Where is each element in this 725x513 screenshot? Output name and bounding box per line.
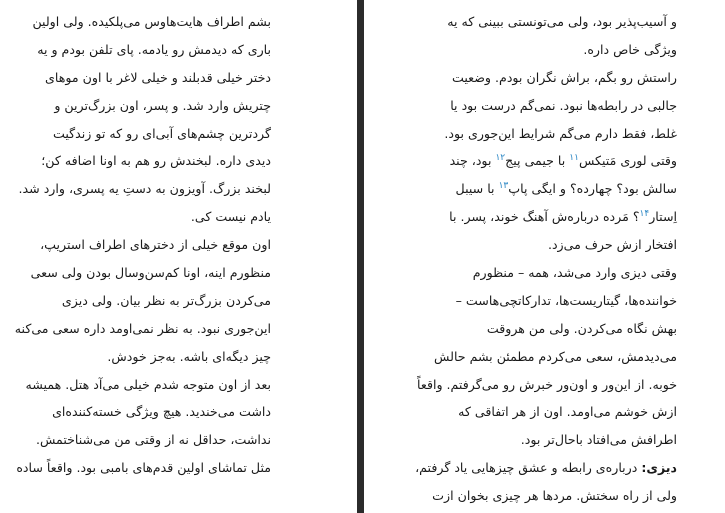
text-line — [377, 203, 677, 231]
line-text: با سیبل — [455, 181, 499, 197]
line-text: غلط، فقط دارم می‌گم شرایط این‌جوری بود. — [444, 125, 677, 141]
text-line — [377, 454, 677, 482]
line-text: داشت می‌خندید. هیچ ویژگی خسته‌کننده‌ای — [52, 404, 271, 420]
line-text: مثل تماشای اولین قدم‌های بامبی بود. واقعاً ساده — [16, 460, 271, 476]
line-text: خوبه. از این‌ور و اون‌ور خبرش رو می‌گرفتم. واقعاً — [417, 376, 677, 392]
line-text: ویژگی خاص داره. — [583, 41, 677, 57]
text-line — [21, 398, 271, 426]
line-text: می‌کردن بزرگ‌تر به نظر بیان. ولی دیزی — [61, 292, 271, 308]
text-line — [16, 454, 271, 482]
line-text: بعد از اون متوجه شدم خیلی می‌آد هتل. همیشه — [25, 376, 271, 392]
left-page — [0, 0, 357, 513]
text-line — [377, 175, 677, 203]
text-line — [14, 315, 271, 343]
text-line — [377, 371, 677, 399]
text-line — [21, 287, 271, 315]
line-text: چیز دیگه‌ای باشه. به‌جز خودش. — [107, 348, 271, 364]
text-line — [21, 64, 271, 92]
line-text: جالبی در رابطه‌ها نبود. نمی‌گم درست بود یا — [450, 97, 677, 113]
footnote-ref[interactable]: ۱۱ — [569, 153, 579, 164]
text-line — [21, 343, 271, 371]
line-text: درباره‌ی رابطه و عشق چیزهایی یاد گرفتم، — [415, 460, 642, 476]
text-line — [21, 426, 271, 454]
text-line — [21, 231, 271, 259]
line-text: سالش بود؟ چهارده؟ و ایگی پاپ — [508, 181, 677, 197]
line-text: بهش نگاه می‌کردن. ولی من هروقت — [486, 320, 677, 336]
text-line — [377, 120, 677, 148]
text-line — [377, 426, 677, 454]
line-text: می‌دیدمش، سعی می‌کردم مطمئن بشم حالش — [434, 348, 677, 364]
line-text: با جیمی پیج — [505, 153, 570, 169]
text-line — [377, 147, 677, 175]
line-text: این‌جوری نبود. به نظر نمی‌اومد داره سعی می‌کنه — [14, 320, 271, 336]
line-text: بود، چند — [449, 153, 496, 169]
text-line — [21, 147, 271, 175]
line-text: ولی از راه سختش. مردها هر چیزی بخوان ازت — [432, 488, 677, 504]
line-text: اطرافش می‌افتاد باحال‌تر بود. — [520, 432, 677, 448]
line-text: راستش رو بگم، براش نگران بودم. وضعیت — [452, 69, 677, 85]
line-text: منظورم اینه، اونا کم‌سن‌وسال بودن ولی سعی — [30, 265, 271, 281]
footnote-ref[interactable]: ۱۴ — [639, 209, 650, 220]
line-text: بشم اطراف هایت‌هاوس می‌پلکیده. ولی اولین — [32, 14, 271, 29]
text-line — [377, 398, 677, 426]
line-text: اون موقع خیلی از دخترهای اطراف استریپ، — [40, 237, 271, 253]
text-line — [377, 92, 677, 120]
line-text: ؟ مَرده درباره‌ش آهنگ خوند، پسر. با — [449, 209, 640, 225]
line-text: اِستار — [649, 209, 677, 225]
text-line — [377, 231, 677, 259]
line-text: خواننده‌ها، گیتاریست‌ها، تدارکاتچی‌هاست – — [455, 292, 677, 308]
footnote-ref[interactable]: ۱۳ — [498, 181, 509, 192]
text-line — [21, 259, 271, 287]
line-text: چتریش وارد شد. و پسر، اون بزرگ‌ترین و — [54, 97, 271, 113]
line-text: وقتی لوری مَتیکس — [578, 153, 677, 169]
text-line — [21, 8, 271, 36]
text-line — [21, 371, 271, 399]
text-line — [21, 92, 271, 120]
right-page — [364, 0, 725, 513]
text-line — [377, 259, 677, 287]
text-line — [21, 120, 271, 148]
text-line — [21, 203, 271, 231]
text-line — [377, 8, 677, 36]
text-line — [377, 64, 677, 92]
text-line — [377, 36, 677, 64]
text-line — [21, 36, 271, 64]
line-text: یادم نیست کی. — [190, 209, 271, 225]
line-text: وقتی دیزی وارد می‌شد، همه – منظورم — [472, 265, 677, 281]
right-page-text — [377, 0, 677, 510]
footnote-ref[interactable]: ۱۲ — [495, 153, 506, 164]
left-page-text — [14, 0, 271, 482]
line-text: نداشت، حداقل نه از وقتی من می‌شناختمش. — [36, 432, 271, 448]
line-text: ازش خوشم می‌اومد. اون از هر اتفاقی که — [458, 404, 677, 420]
line-text: دختر خیلی قدبلند و خیلی لاغر با اون موهای — [45, 69, 271, 85]
line-text: افتخار ازش حرف می‌زد. — [547, 237, 677, 253]
text-line — [377, 287, 677, 315]
line-text: گردترین چشم‌های آبی‌ای رو که تو زندگیت — [53, 125, 271, 141]
text-line — [377, 343, 677, 371]
speaker-label: دیزی: — [641, 460, 677, 476]
line-text: و آسیب‌پذیر بود، ولی می‌تونستی ببینی که یه — [447, 14, 677, 29]
line-text: باری که دیدمش رو یادمه. پای تلفن بودم و یه — [37, 41, 271, 57]
text-line — [18, 175, 271, 203]
text-line — [377, 315, 677, 343]
text-line — [377, 482, 677, 510]
page-gutter — [357, 0, 364, 513]
line-text: دیدی داره. لبخندش رو هم به اونا اضافه کن؛ — [41, 153, 271, 169]
line-text: لبخند بزرگ. آویزون به دستِ یه پسری، وارد شد. — [18, 181, 271, 197]
